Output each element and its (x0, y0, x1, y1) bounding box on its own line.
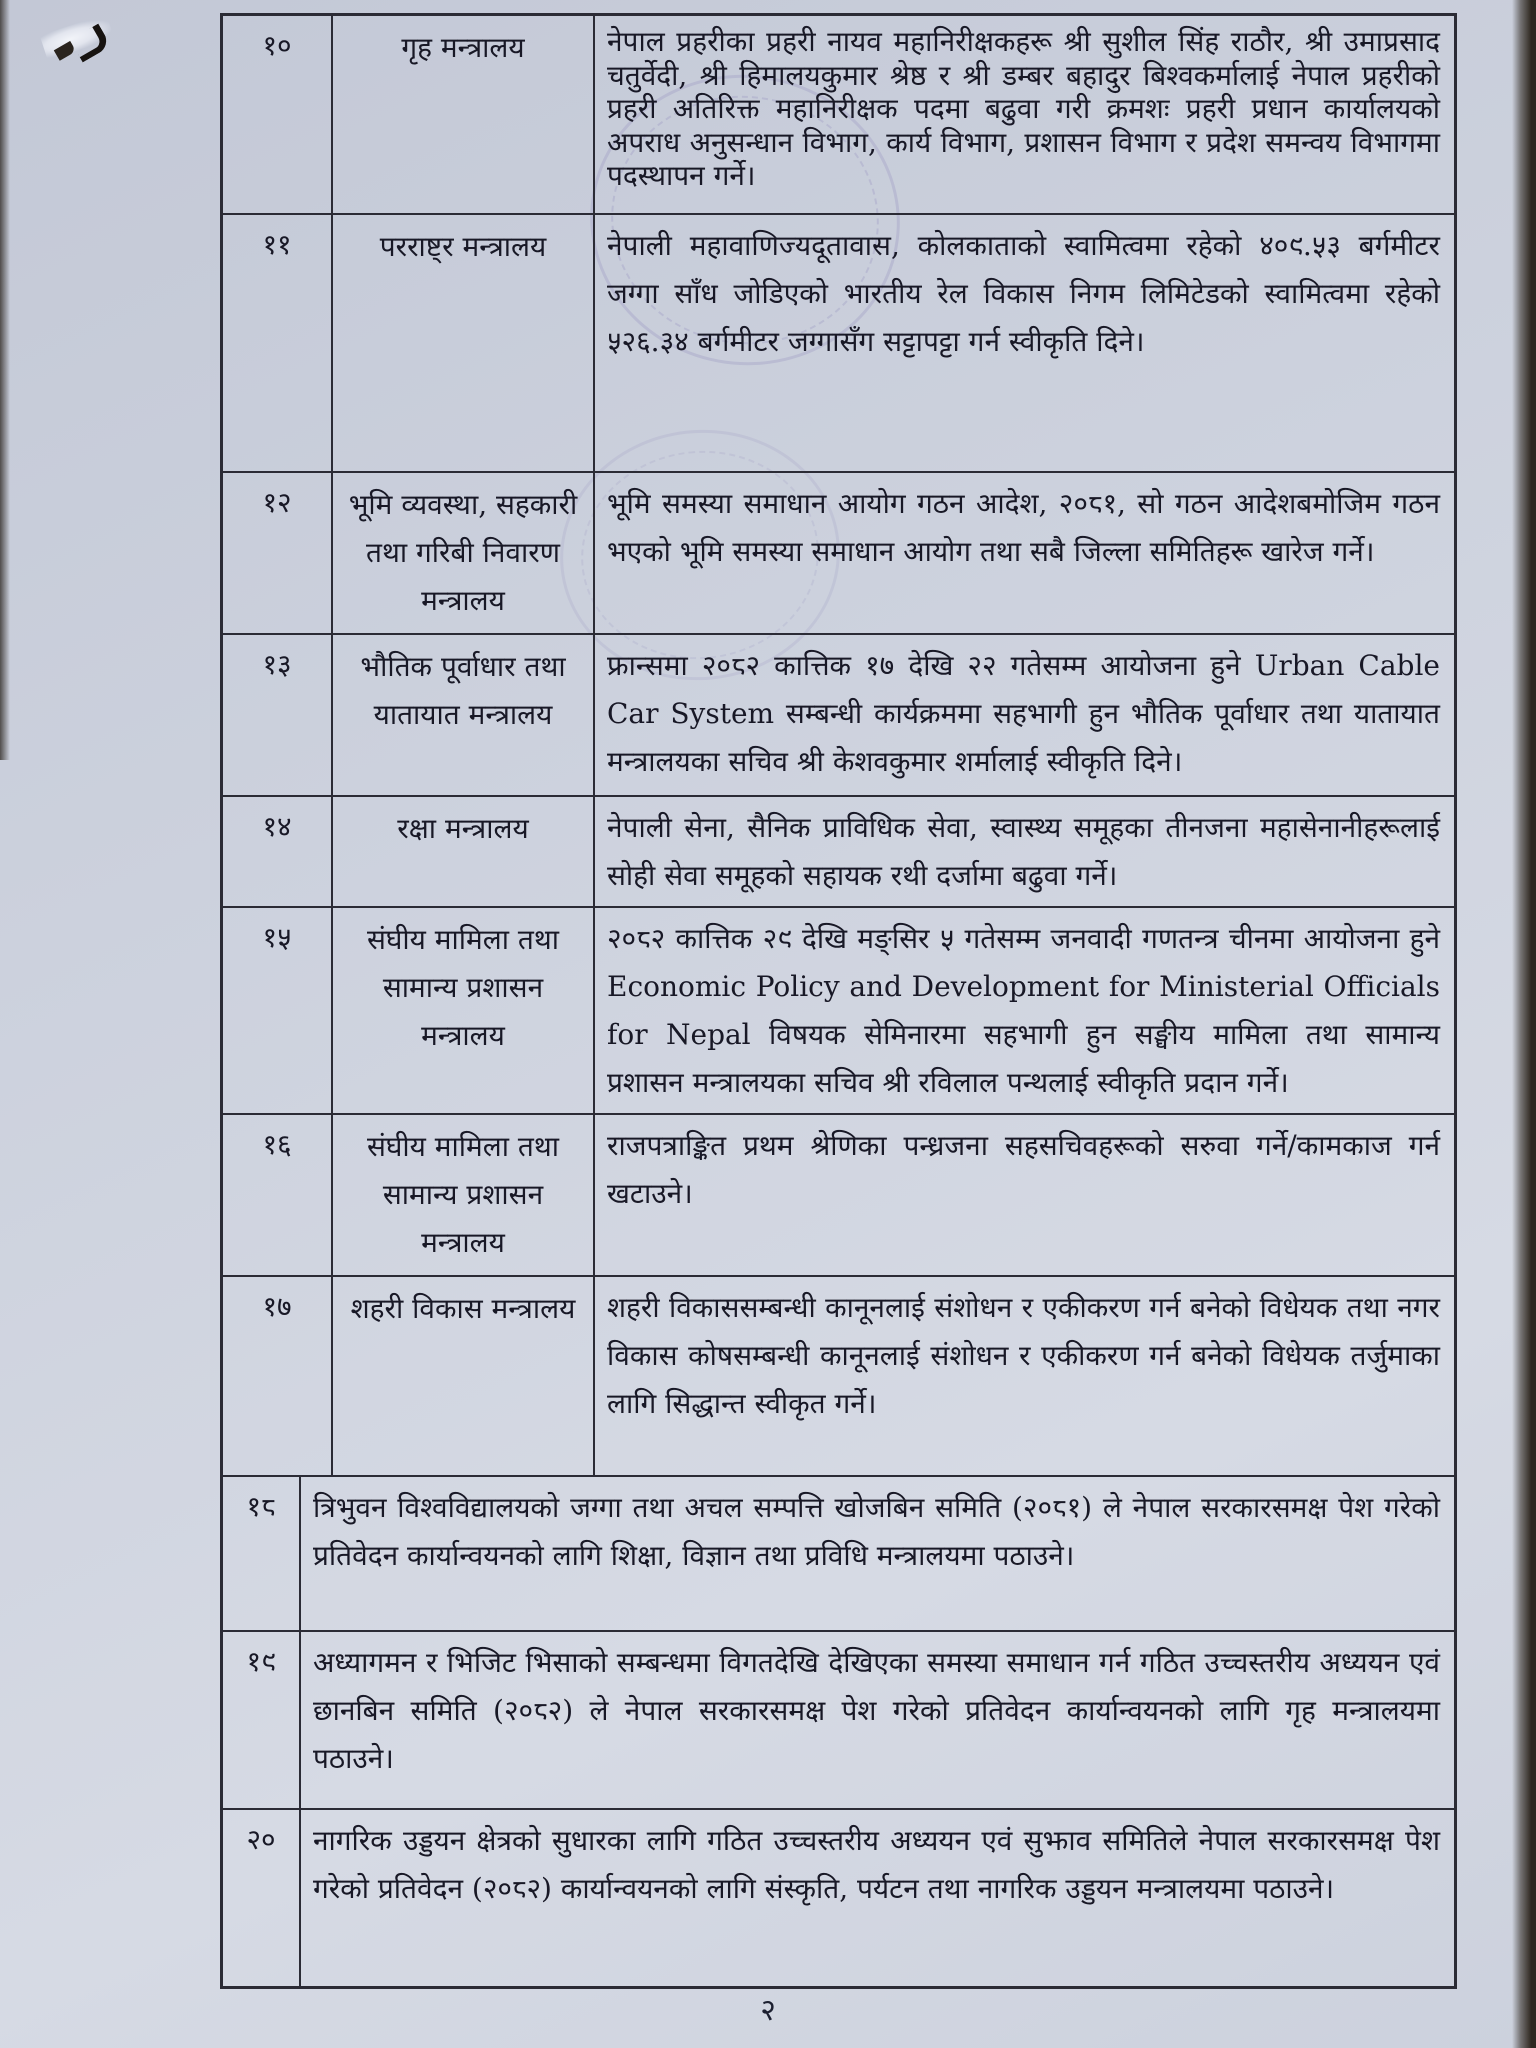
decision-text: नेपाली महावाणिज्यदूतावास, कोलकाताको स्वामित्वमा रहेको ४०९.५३ बर्गमीटर जग्गा साँध जोडिएको भारतीय रेल विकास निगम लिमिटेडको स्वामित्वमा रहेको ५२६.३४ बर्गमीटर जग्गासँग सट्टापट्टा गर्न स्वीकृति दिने। (607, 229, 1440, 358)
row-number: १२ (262, 486, 292, 519)
decision-text: भूमि समस्या समाधान आयोग गठन आदेश, २०८१, सो गठन आदेशबमोजिम गठन भएको भूमि समस्या समाधान आयोग तथा सबै जिल्ला समितिहरू खारेज गर्ने। (607, 487, 1440, 568)
row-number: ११ (262, 228, 292, 261)
decision-cell (299, 1810, 1454, 1986)
row-number: १५ (262, 921, 292, 954)
ministry-cell (331, 797, 593, 906)
ministry-name: भौतिक पूर्वाधार तथा यातायात मन्त्रालय (360, 650, 566, 731)
decision-cell (593, 1115, 1454, 1275)
decision-text: अध्यागमन र भिजिट भिसाको सम्बन्धमा विगतदेखि देखिएका समस्या समाधान गर्न गठित उच्चस्तरीय अध्ययन एवं छानबिन समिति (२०८२) ले नेपाल सरकारसमक्ष पेश गरेको प्रतिवेदन कार्यान्वयनको लागि गृह मन्त्रालयमा पठाउने। (313, 1646, 1440, 1775)
ministry-name: भूमि व्यवस्था, सहकारी तथा गरिबी निवारण मन्त्रालय (348, 488, 578, 617)
row-number: १३ (262, 648, 292, 681)
row-number-cell (223, 1277, 331, 1475)
ministry-cell (331, 1277, 593, 1475)
row-number-cell (223, 908, 331, 1113)
decision-cell (593, 1277, 1454, 1475)
row-number: १९ (246, 1645, 276, 1678)
table-row (223, 1475, 1454, 1630)
staple-mark (34, 14, 134, 66)
row-number-cell (223, 16, 331, 213)
ministry-name: संघीय मामिला तथा सामान्य प्रशासन मन्त्रालय (366, 1130, 560, 1259)
decision-cell (593, 215, 1454, 471)
decision-cell (299, 1477, 1454, 1630)
table-row (223, 1808, 1454, 1986)
table-row (223, 213, 1454, 471)
table-row (223, 795, 1454, 906)
row-number-cell (223, 1477, 299, 1630)
row-number: १६ (262, 1128, 292, 1161)
ministry-name: शहरी विकास मन्त्रालय (350, 1292, 576, 1325)
row-number-cell (223, 215, 331, 471)
decision-text: नागरिक उड्डयन क्षेत्रको सुधारका लागि गठित उच्चस्तरीय अध्ययन एवं सुझाव समितिले नेपाल सरकारसमक्ष पेश गरेको प्रतिवेदन (२०८२) कार्यान्वयनको लागि संस्कृति, पर्यटन तथा नागरिक उड्डयन मन्त्रालयमा पठाउने। (313, 1824, 1440, 1905)
ministry-cell (331, 473, 593, 633)
decision-cell (299, 1632, 1454, 1808)
table-row (223, 1630, 1454, 1808)
row-number-cell (223, 1632, 299, 1808)
table-row (223, 16, 1454, 213)
row-number: २० (246, 1823, 276, 1856)
photo-dark-edge-left (0, 0, 10, 760)
decision-text: नेपाली सेना, सैनिक प्राविधिक सेवा, स्वास्थ्य समूहका तीनजना महासेनानीहरूलाई सोही सेवा समूहको सहायक रथी दर्जामा बढुवा गर्ने। (607, 811, 1440, 892)
cabinet-decisions-table (220, 13, 1457, 1989)
decision-cell (593, 16, 1454, 213)
row-number-cell (223, 1115, 331, 1275)
decision-text: २०८२ कात्तिक २९ देखि मङ्सिर ५ गतेसम्म जनवादी गणतन्त्र चीनमा आयोजना हुने Economic Policy and Development for Ministerial Officials for Nepal विषयक सेमिनारमा सहभागी हुन सङ्घीय मामिला तथा सामान्य प्रशासन मन्त्रालयका सचिव श्री रविलाल पन्थलाई स्वीकृति प्रदान गर्ने। (607, 922, 1440, 1099)
row-number-cell (223, 635, 331, 795)
decision-cell (593, 473, 1454, 633)
table-row (223, 471, 1454, 633)
table-row (223, 906, 1454, 1113)
decision-cell (593, 797, 1454, 906)
ministry-name: संघीय मामिला तथा सामान्य प्रशासन मन्त्रालय (366, 923, 560, 1052)
ministry-name: रक्षा मन्त्रालय (397, 812, 529, 845)
ministry-cell (331, 908, 593, 1113)
ministry-cell (331, 16, 593, 213)
decision-text: शहरी विकाससम्बन्धी कानूनलाई संशोधन र एकीकरण गर्न बनेको विधेयक तथा नगर विकास कोषसम्बन्धी कानूनलाई संशोधन र एकीकरण गर्न बनेको विधेयक तर्जुमाका लागि सिद्धान्त स्वीकृत गर्ने। (607, 1291, 1440, 1420)
row-number-cell (223, 797, 331, 906)
page-number: २ (760, 1993, 776, 2028)
row-number: १७ (262, 1290, 292, 1323)
decision-text: फ्रान्समा २०८२ कात्तिक १७ देखि २२ गतेसम्म आयोजना हुने Urban Cable Car System सम्बन्धी कार्यक्रममा सहभागी हुन भौतिक पूर्वाधार तथा यातायात मन्त्रालयका सचिव श्री केशवकुमार शर्मालाई स्वीकृति दिने। (607, 649, 1440, 778)
decision-text: राजपत्राङ्कित प्रथम श्रेणिका पन्ध्रजना सहसचिवहरूको सरुवा गर्ने/कामकाज गर्न खटाउने। (607, 1129, 1440, 1210)
table-row (223, 1275, 1454, 1475)
ministry-cell (331, 215, 593, 471)
ministry-cell (331, 635, 593, 795)
row-number: १८ (246, 1490, 276, 1523)
decision-text: नेपाल प्रहरीका प्रहरी नायव महानिरीक्षकहरू श्री सुशील सिंह राठौर, श्री उमाप्रसाद चतुर्वेदी, श्री हिमालयकुमार श्रेष्ठ र श्री डम्बर बहादुर बिश्वकर्मालाई नेपाल प्रहरीको प्रहरी अतिरिक्त महानिरीक्षक पदमा बढुवा गरी क्रमशः प्रहरी प्रधान कार्यालयको अपराध अनुसन्धान विभाग, कार्य विभाग, प्रशासन विभाग र प्रदेश समन्वय विभागमा पदस्थापन गर्ने। (607, 25, 1440, 192)
decision-cell (593, 635, 1454, 795)
photo-dark-edge-right (1512, 0, 1536, 2048)
row-number-cell (223, 1810, 299, 1986)
ministry-name: गृह मन्त्रालय (401, 31, 525, 64)
row-number-cell (223, 473, 331, 633)
decision-cell (593, 908, 1454, 1113)
decision-text: त्रिभुवन विश्वविद्यालयको जग्गा तथा अचल सम्पत्ति खोजबिन समिति (२०८१) ले नेपाल सरकारसमक्ष पेश गरेको प्रतिवेदन कार्यान्वयनको लागि शिक्षा, विज्ञान तथा प्रविधि मन्त्रालयमा पठाउने। (313, 1491, 1440, 1572)
row-number: १० (262, 29, 292, 62)
ministry-name: परराष्ट्र मन्त्रालय (379, 230, 547, 263)
row-number: १४ (262, 810, 292, 843)
table-row (223, 633, 1454, 795)
ministry-cell (331, 1115, 593, 1275)
table-row (223, 1113, 1454, 1275)
